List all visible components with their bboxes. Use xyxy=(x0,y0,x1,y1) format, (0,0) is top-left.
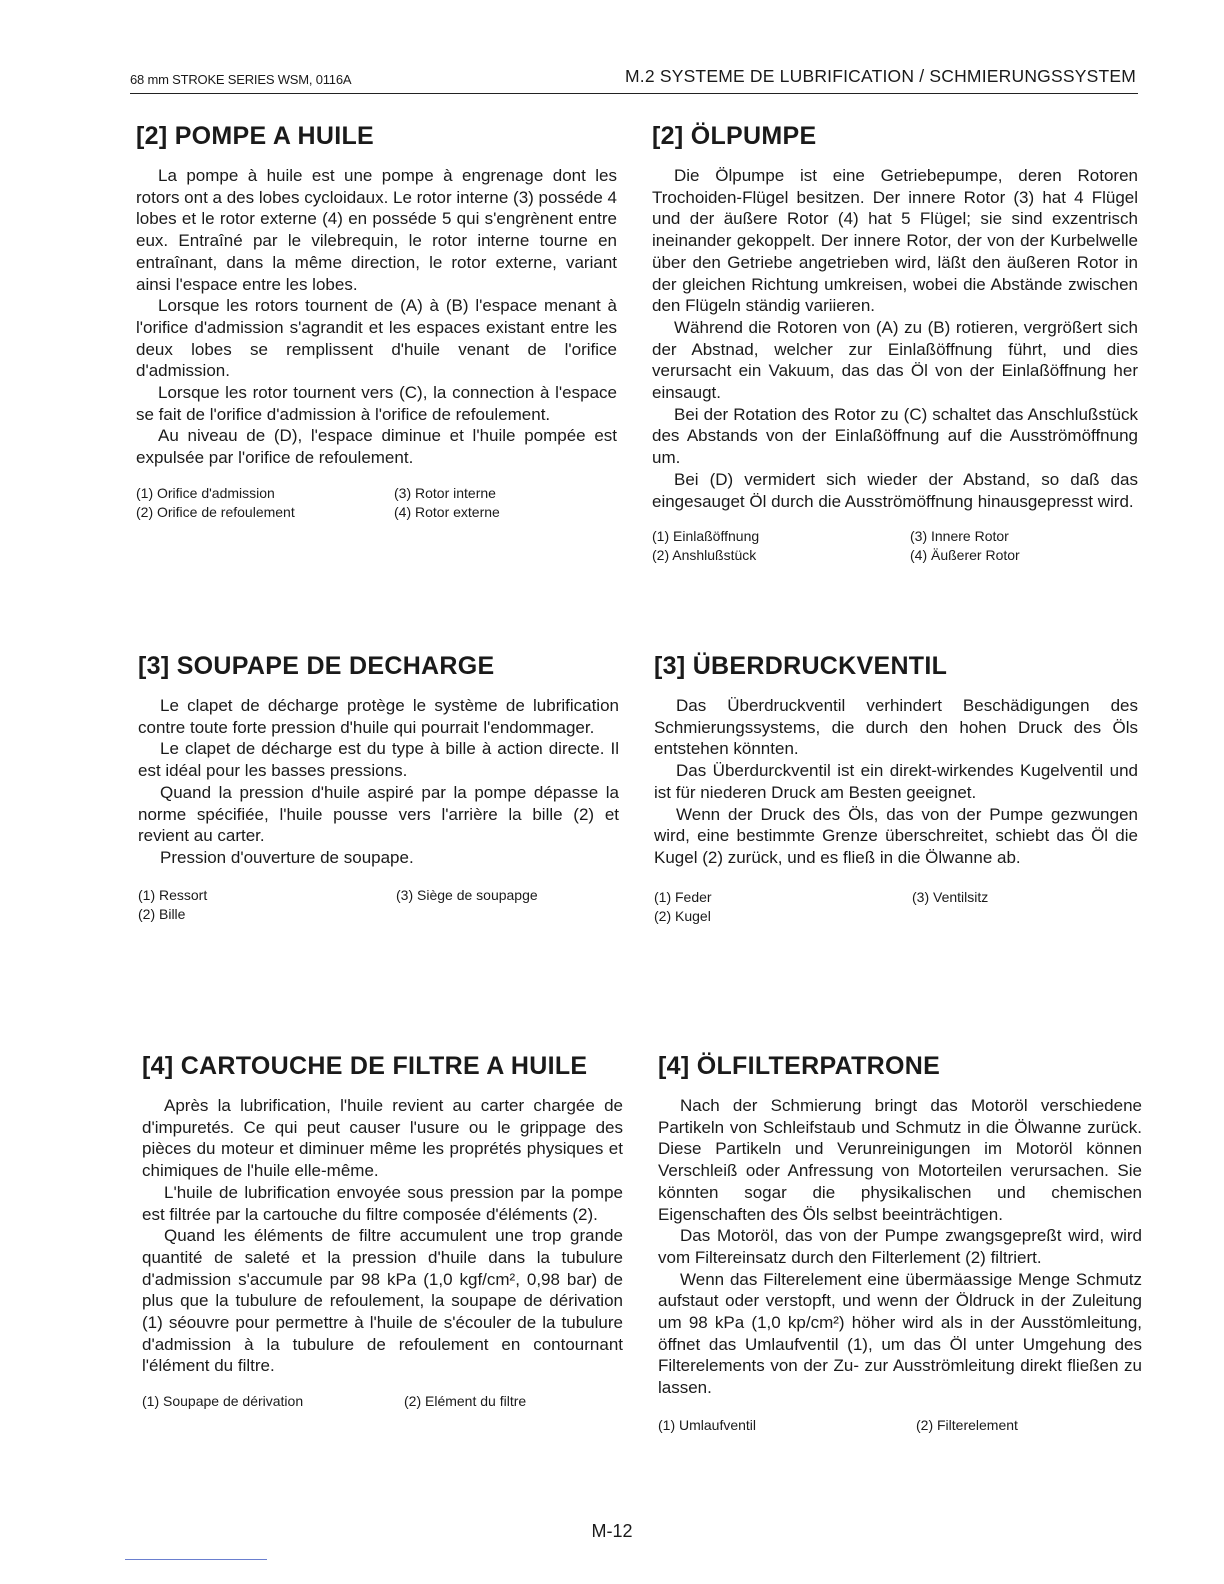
header-section-title: M.2 SYSTEME DE LUBRIFICATION / SCHMIERUNGSSYSTEM xyxy=(624,66,1136,86)
paragraph: Le clapet de décharge protège le système de lubrification contre toute forte pression d'huile qui pourrait l'endommager. xyxy=(138,696,619,737)
legend-item: (1) Soupape de dérivation xyxy=(142,1393,304,1410)
paragraph: Lorsque les rotors tournent de (A) à (B) l'espace menant à l'orifice d'admission s'agrandit et les espaces existant entre les deux lobes se remplissent d'huile venant de l'orifice d'admission. xyxy=(136,296,617,381)
parts-legend xyxy=(142,1393,623,1409)
legend-item xyxy=(396,906,596,922)
section-cartouche-de-filtre xyxy=(142,1052,623,1409)
page-number: M-12 xyxy=(591,1521,633,1541)
paragraph: Quand la pression d'huile aspiré par la pompe dépasse la norme spécifiée, l'huile pousse vers l'arrière la bille (2) et revient au carter. xyxy=(138,782,619,846)
heading-oelpumpe: [2] ÖLPUMPE xyxy=(652,122,817,150)
paragraph: Die Ölpumpe ist eine Getriebepumpe, deren Rotoren Trochoiden-Flügel besitzen. Der innere Rotor (3) hat 4 Flügel und der äußere Rotor (4) hat 5 Flügel; sie sind exzentrisch ineinander gekoppelt. Der innere Rotor, der von der Kurbelwelle über den Getriebe angetrieben wird, läßt den äußeren Rotor in der gleichen Richtung umkreisen, wobei die Abstände zwischen den Flügeln ständig variieren. xyxy=(652,166,1138,316)
paragraph: L'huile de lubrification envoyée sous pression par la pompe est filtrée par la cartouche du filtre composée d'éléments (2). xyxy=(142,1182,623,1224)
section-oelfilterpatrone xyxy=(658,1052,1142,1433)
heading-cartouche-de-filtre: [4] CARTOUCHE DE FILTRE A HUILE xyxy=(142,1052,588,1080)
header-series: 68 mm STROKE SERIES WSM, 0116A xyxy=(130,72,352,87)
section-ueberdruckventil xyxy=(654,652,1138,924)
parts-legend xyxy=(654,889,1138,924)
parts-legend xyxy=(136,485,617,520)
legend-item: (3) Ventilsitz xyxy=(912,888,989,905)
legend-item: (1) Einlaßöffnung xyxy=(652,528,760,545)
paragraph: Während die Rotoren von (A) zu (B) rotieren, vergrößert sich der Abstnad, welcher zur Einlaßöffnung führt, und dies verursacht ein Vakuum, das das Öl von der Einlaßöffnung her einsaugt. xyxy=(652,317,1138,403)
legend-item: (1) Umlaufventil xyxy=(658,1416,757,1433)
paragraph: Bei (D) vermidert sich wieder der Abstand, so daß das eingesauget Öl durch die Ausströmöffnung hinausgepresst wird. xyxy=(652,469,1138,511)
section-soupape-de-decharge xyxy=(138,652,619,922)
legend-item: (3) Rotor interne xyxy=(394,484,496,501)
heading-oelfilterpatrone: [4] ÖLFILTERPATRONE xyxy=(658,1052,941,1080)
legend-item: (2) Anshlußstück xyxy=(652,547,757,564)
heading-soupape-de-decharge: [3] SOUPAPE DE DECHARGE xyxy=(138,652,495,680)
legend-item: (1) Feder xyxy=(654,888,712,905)
legend-item: (1) Ressort xyxy=(138,886,208,903)
legend-item: (1) Orifice d'admission xyxy=(136,484,275,501)
paragraph: Das Überdurckventil ist ein direkt-wirkendes Kugelventil und ist für niederen Druck am Besten geeignet. xyxy=(654,761,1138,802)
paragraph: Wenn der Druck des Öls, das von der Pumpe gezwungen wird, eine bestimmte Grenze überschreitet, schiebt das Öl die Kugel (2) zurück, und es fließ in die Ölwanne ab. xyxy=(654,804,1138,867)
paragraph: Au niveau de (D), l'espace diminue et l'huile pompée est expulsée par l'orifice de refoulement. xyxy=(136,426,617,468)
paragraph: Lorsque les rotor tournent vers (C), la connection à l'espace se fait de l'orifice d'admission à l'orifice de refoulement. xyxy=(136,383,617,424)
legend-item: (3) Innere Rotor xyxy=(910,528,1009,545)
paragraph: Bei der Rotation des Rotor zu (C) schaltet das Anschlußstück des Abstands von der Einlaßöffnung auf die Ausströmöffnung um. xyxy=(652,404,1138,468)
legend-item: (2) Bille xyxy=(138,905,186,922)
heading-ueberdruckventil: [3] ÜBERDRUCKVENTIL xyxy=(654,652,948,680)
parts-legend xyxy=(138,887,619,922)
section-oelpumpe xyxy=(652,122,1138,563)
parts-legend xyxy=(658,1417,1142,1433)
paragraph: Wenn das Filterelement eine übermäassige Menge Schmutz aufstaut oder verstopft, und wenn der Öldruck in der Zuleitung um 98 kPa (1,0 kp/cm²) höher wird als in der Ausstömleitung, öffnet das Umlaufventil (1), um das Öl unter Umgehung des Filterelements von der Zu- zur Ausströmleitung direkt fließen zu lassen. xyxy=(658,1269,1142,1398)
legend-item: (4) Äußerer Rotor xyxy=(910,547,1020,564)
paragraph: Le clapet de décharge est du type à bille à action directe. Il est idéal pour les basses pressions. xyxy=(138,739,619,781)
paragraph: Pression d'ouverture de soupape. xyxy=(160,847,414,867)
paragraph: Quand les éléments de filtre accumulent une trop grande quantité de saleté et la pression d'huile dans la tubulure d'admission s'accumule par 98 kPa (1,0 kgf/cm², 0,98 bar) de plus que la tubulure de refoulement, la soupape de dérivation (1) séouvre pour permettre à l'huile de s'écouler de la tubulure d'admission à la tubulure de refoulement en contournant l'élément du filtre. xyxy=(142,1226,623,1376)
paragraph: Das Motoröl, das von der Pumpe zwangsgepreßt wird, wird vom Filtereinsatz durch den Filterlement (2) filtriert. xyxy=(658,1226,1142,1267)
paragraph: Das Überdruckventil verhindert Beschädigungen des Schmierungssystems, die durch den hohen Druck des Öls entstehen könnten. xyxy=(654,696,1138,759)
paragraph: Nach der Schmierung bringt das Motoröl verschiedene Partikeln von Schleifstaub und Schmutz in die Ölwanne zurück. Diese Partikeln und Verunreinigungen im Motoröl können Verschleiß oder Anfressung von Motorteilen verursachen. Sie könnten sogar die physikalischen und chemischen Eigenschaften des Öls selbst beeinträchtigen. xyxy=(658,1096,1142,1224)
section-pompe-a-huile xyxy=(136,122,617,520)
legend-item: (4) Rotor externe xyxy=(394,503,500,520)
legend-item: (2) Kugel xyxy=(654,907,711,924)
paragraph: La pompe à huile est une pompe à engrenage dont les rotors ont a des lobes cycloidaux. Le rotor interne (3) posséde 4 lobes et le rotor externe (4) en posséde 5 qui s'engrènent entre eux. Entraîné par le vilebrequin, le rotor interne tourne en entraînant, dans la même direction, le rotor externe, variant ainsi l'espace entre les lobes. xyxy=(136,166,617,294)
legend-item: (3) Siège de soupapge xyxy=(396,886,538,903)
legend-item: (2) Elément du filtre xyxy=(404,1393,527,1410)
heading-pompe-a-huile: [2] POMPE A HUILE xyxy=(136,122,374,150)
footer-rule xyxy=(125,1559,267,1560)
legend-item xyxy=(912,908,1112,924)
header-rule xyxy=(130,93,1138,94)
legend-item: (2) Orifice de refoulement xyxy=(136,503,295,520)
paragraph: Après la lubrification, l'huile revient au carter chargée de d'impuretés. Ce qui peut causer l'usure ou le grippage des pièces du moteur et diminuer même les proprétés physiques et chimiques de l'huile elle-même. xyxy=(142,1096,623,1181)
legend-item: (2) Filterelement xyxy=(916,1416,1018,1433)
parts-legend xyxy=(652,528,1138,563)
